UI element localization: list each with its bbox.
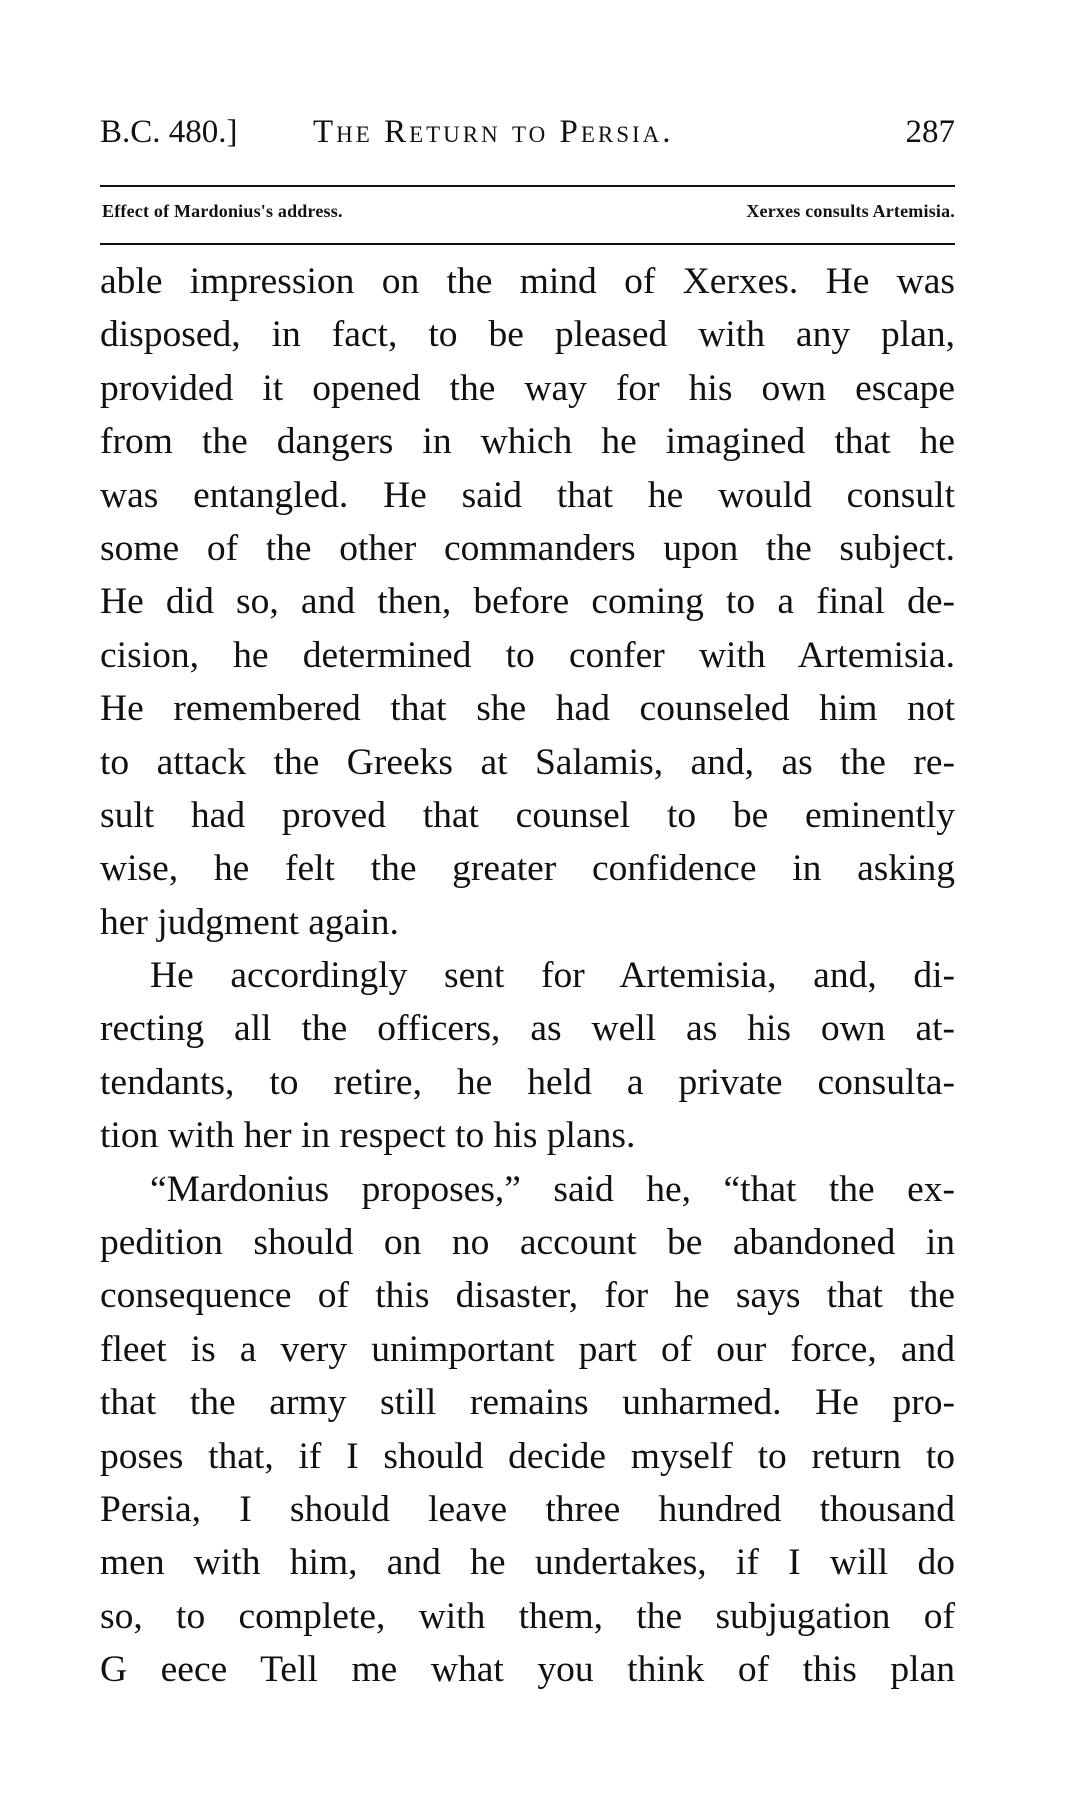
page-number: 287 [905, 114, 955, 150]
text-line: disposed, in fact, to be pleased with any plan, [100, 314, 955, 356]
text-line: provided it opened the way for his own escape [100, 367, 955, 409]
header-title: The Return to Persia. [313, 114, 674, 150]
text-line: tion with her in respect to his plans. [100, 1115, 636, 1157]
text-line: Persia, I should leave three hundred thousand [100, 1488, 955, 1530]
header-rule-bottom [100, 243, 955, 245]
text-line: He remembered that she had counseled him not [100, 688, 955, 730]
header-date: B.C. 480.] [100, 114, 238, 150]
text-line: He did so, and then, before coming to a final de- [100, 581, 955, 623]
paragraph-2 [100, 949, 955, 1163]
text-line: tendants, to retire, he held a private consulta- [100, 1061, 955, 1103]
paragraph-1 [100, 255, 955, 949]
text-line: her judgment again. [100, 901, 399, 943]
text-line: consequence of this disaster, for he says that the [100, 1275, 955, 1317]
text-line: “Mardonius proposes,” said he, “that the ex- [150, 1168, 955, 1210]
text-line: that the army still remains unharmed. He pro- [100, 1382, 955, 1424]
sidenote-right: Xerxes consults Artemisia. [746, 201, 955, 221]
text-line: fleet is a very unimportant part of our force, and [100, 1328, 955, 1370]
text-line: was entangled. He said that he would consult [100, 474, 955, 516]
text-line: sult had proved that counsel to be eminently [100, 794, 955, 836]
text-line: G eece Tell me what you think of this plan [100, 1649, 955, 1691]
body-text [100, 255, 955, 1697]
paragraph-3 [100, 1163, 955, 1697]
text-line: He accordingly sent for Artemisia, and, di- [150, 955, 955, 997]
running-head [100, 114, 955, 164]
text-line: cision, he determined to confer with Artemisia. [100, 634, 955, 676]
text-line: some of the other commanders upon the subject. [100, 527, 955, 569]
text-line: recting all the officers, as well as his own at- [100, 1008, 955, 1050]
sidenote-left: Effect of Mardonius's address. [102, 201, 343, 221]
text-line: from the dangers in which he imagined that he [100, 421, 955, 463]
text-line: men with him, and he undertakes, if I will do [100, 1542, 955, 1584]
text-line: so, to complete, with them, the subjugation of [100, 1595, 955, 1637]
text-line: poses that, if I should decide myself to return to [100, 1435, 955, 1477]
header-rule-top [100, 185, 955, 187]
text-line: able impression on the mind of Xerxes. He was [100, 261, 955, 302]
text-line: wise, he felt the greater confidence in asking [100, 848, 955, 890]
text-line: pedition should on no account be abandoned in [100, 1222, 955, 1264]
text-line: to attack the Greeks at Salamis, and, as the re- [100, 741, 955, 783]
